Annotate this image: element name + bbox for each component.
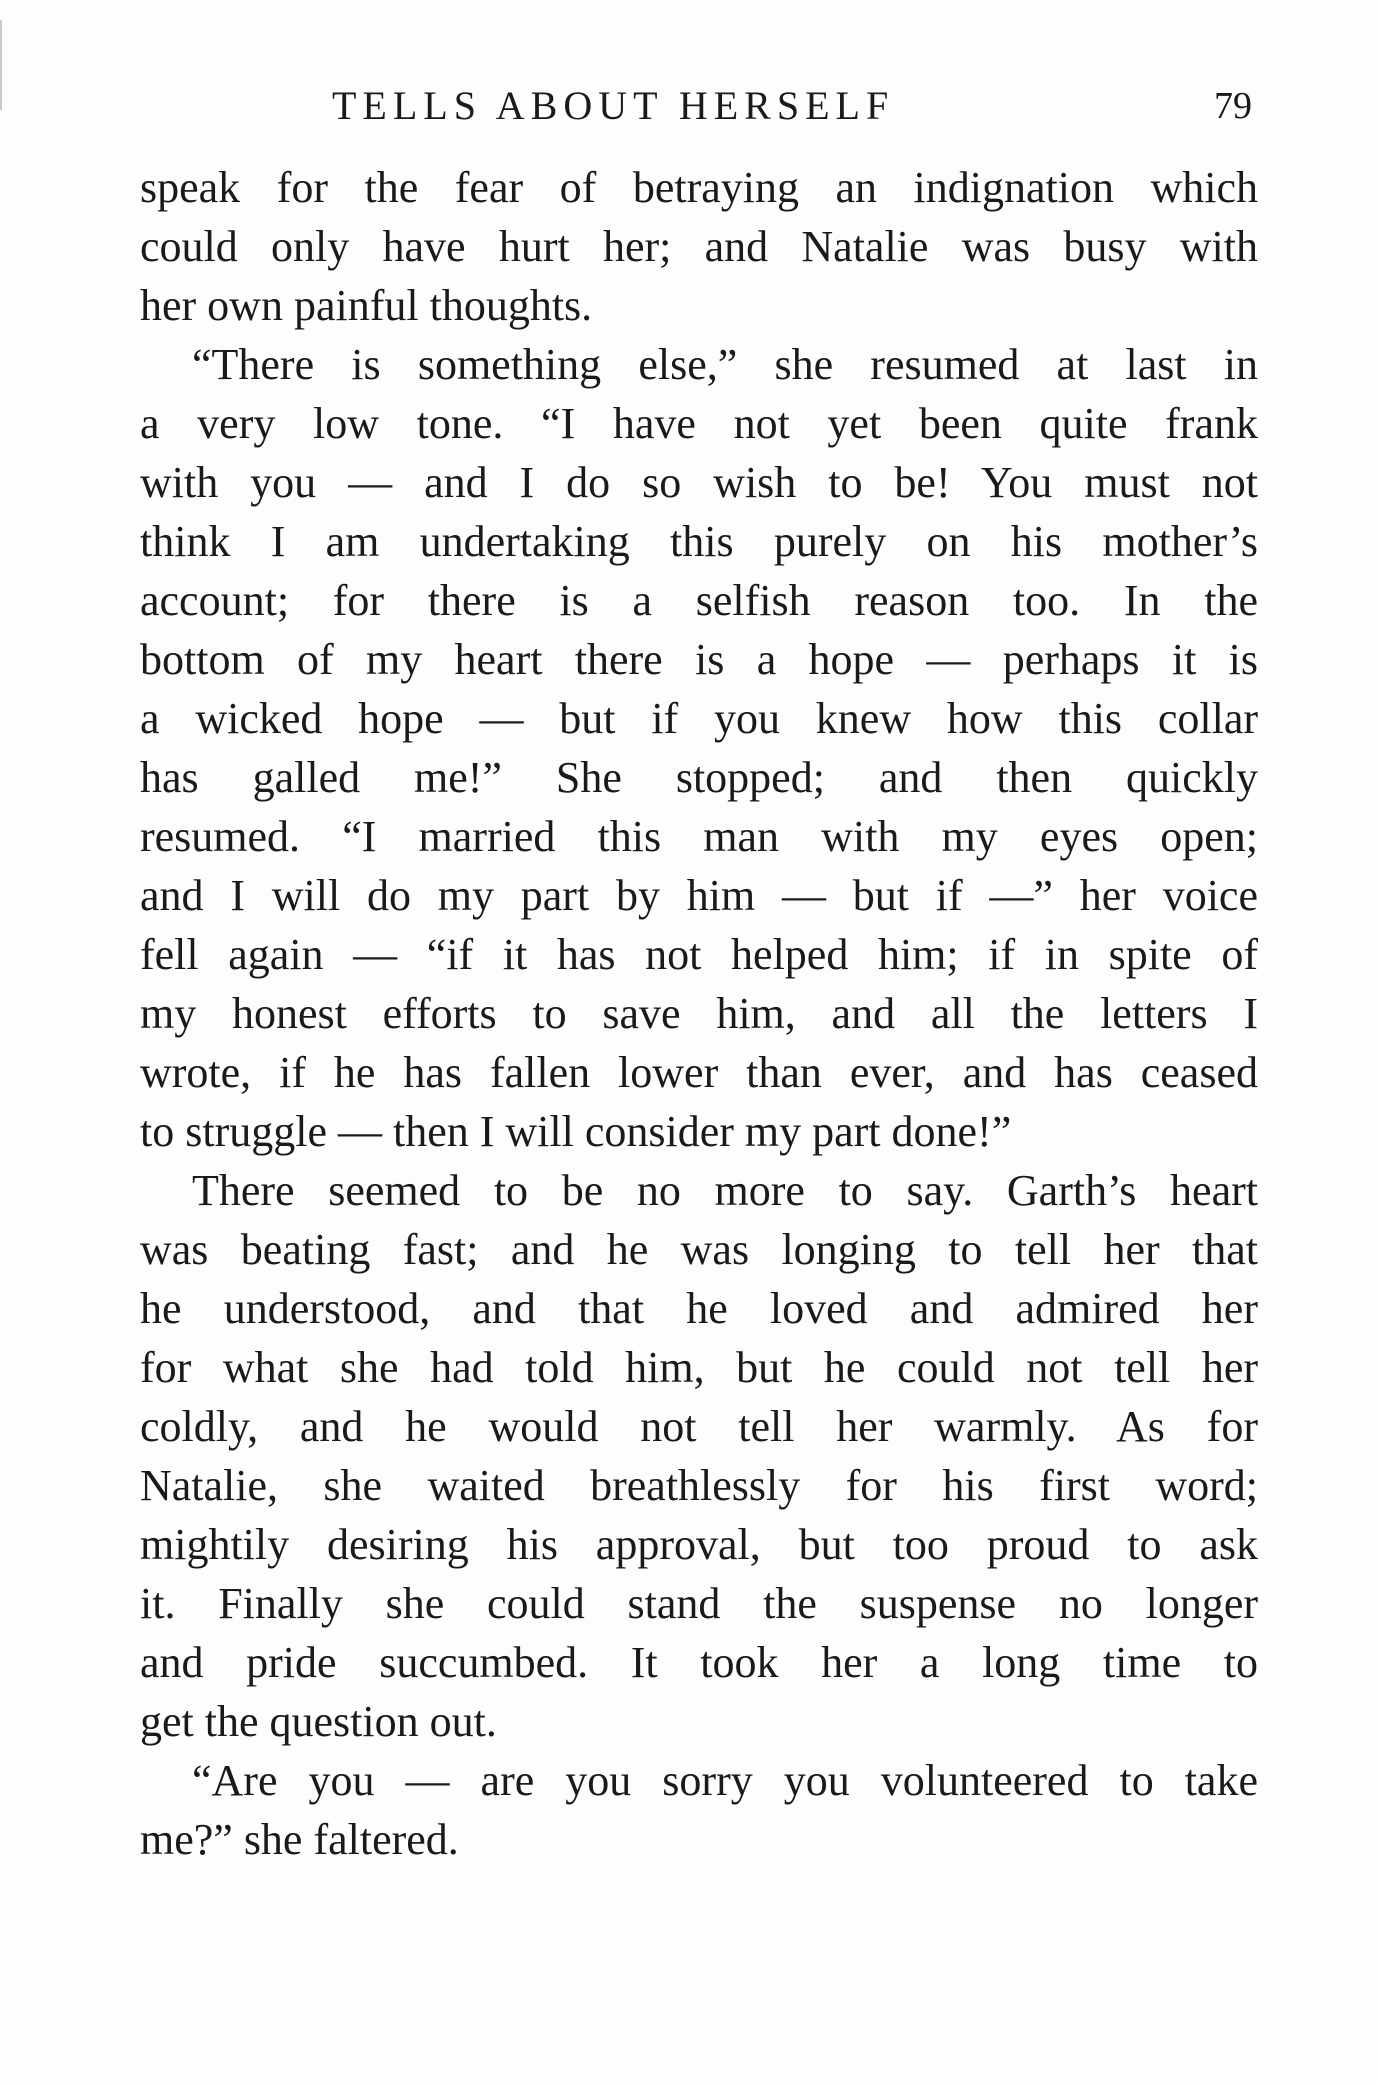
running-title: TELLS ABOUT HERSELF <box>332 83 895 128</box>
text-line: wrote, if he has fallen lower than ever, and has ceased <box>140 1048 1258 1097</box>
page-number: 79 <box>1214 85 1252 127</box>
text-line: Natalie, she waited breathlessly for his first word; <box>140 1461 1258 1510</box>
text-line: her own painful thoughts. <box>140 281 593 330</box>
text-line: could only have hurt her; and Natalie was busy with <box>140 222 1258 271</box>
text-line: and I will do my part by him — but if —” her voice <box>140 871 1258 920</box>
text-line: think I am undertaking this purely on his mother’s <box>140 517 1258 566</box>
text-line: a wicked hope — but if you knew how this collar <box>140 694 1258 743</box>
text-line: a very low tone. “I have not yet been quite frank <box>140 399 1258 448</box>
text-line: mightily desiring his approval, but too proud to ask <box>140 1520 1258 1569</box>
text-line: There seemed to be no more to say. Garth’s heart <box>192 1166 1258 1215</box>
running-header <box>332 82 1252 132</box>
text-line: for what she had told him, but he could not tell her <box>140 1343 1258 1392</box>
text-line: “There is something else,” she resumed at last in <box>192 340 1258 389</box>
text-line: was beating fast; and he was longing to tell her that <box>140 1225 1258 1274</box>
text-line: fell again — “if it has not helped him; if in spite of <box>140 930 1258 979</box>
text-line: he understood, and that he loved and admired her <box>140 1284 1258 1333</box>
text-line: me?” she faltered. <box>140 1815 459 1864</box>
text-line: bottom of my heart there is a hope — perhaps it is <box>140 635 1258 684</box>
text-line: has galled me!” She stopped; and then quickly <box>140 753 1258 802</box>
text-line: account; for there is a selfish reason too. In the <box>140 576 1258 625</box>
text-line: resumed. “I married this man with my eyes open; <box>140 812 1258 861</box>
text-line: it. Finally she could stand the suspense no longer <box>140 1579 1258 1628</box>
scan-edge-mark <box>0 20 2 110</box>
text-line: and pride succumbed. It took her a long time to <box>140 1638 1258 1687</box>
text-line: with you — and I do so wish to be! You must not <box>140 458 1258 507</box>
text-line: “Are you — are you sorry you volunteered to take <box>192 1756 1258 1805</box>
text-line: to struggle — then I will consider my part done!” <box>140 1107 1012 1156</box>
text-line: my honest efforts to save him, and all the letters I <box>140 989 1258 1038</box>
text-line: coldly, and he would not tell her warmly. As for <box>140 1402 1258 1451</box>
text-line: get the question out. <box>140 1697 497 1746</box>
text-line: speak for the fear of betraying an indignation which <box>140 163 1258 212</box>
body-text <box>140 158 1258 1869</box>
